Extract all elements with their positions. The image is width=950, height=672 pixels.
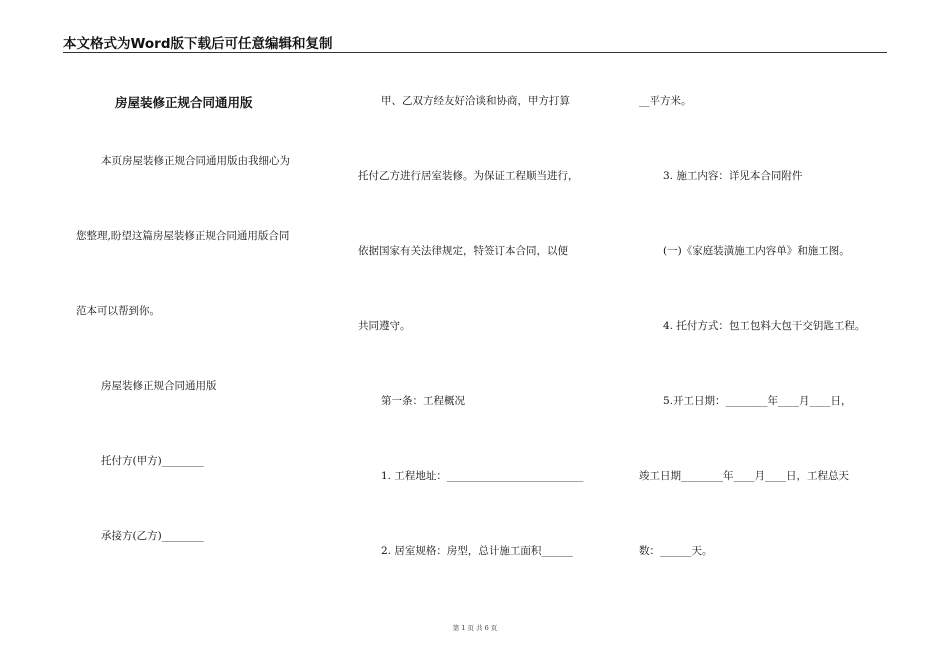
column-3-line-1: __平方米。 — [639, 95, 692, 107]
completion-date-line: 竣工日期________年____月____日，工程总天 — [639, 470, 849, 482]
column-1-party-a: 托付方(甲方)________ — [101, 455, 204, 467]
commission-method-line: 4. 托付方式：包工包料大包干交钥匙工程。 — [663, 320, 866, 332]
section-1-heading: 第一条：工程概况 — [381, 395, 465, 407]
start-date-line: 5.开工日期：________年____月____日， — [663, 395, 852, 407]
column-1-line-1: 本页房屋装修正规合同通用版由我细心为 — [101, 155, 290, 167]
column-2-line-2: 托付乙方进行居室装修。为保证工程顺当进行， — [358, 170, 579, 182]
column-2-line-4: 共同遵守。 — [358, 320, 411, 332]
document-header-title: 本文格式为Word版下载后可任意编辑和复制 — [63, 36, 333, 52]
project-address-line: 1. 工程地址：__________________________ — [381, 470, 584, 482]
column-2-line-1: 甲、乙双方经友好洽谈和协商，甲方打算 — [381, 95, 570, 107]
column-1-line-3: 范本可以帮到你。 — [76, 305, 160, 317]
room-spec-line: 2. 居室规格：房型，总计施工面积______ — [381, 545, 573, 557]
contract-title: 房屋装修正规合同通用版 — [115, 95, 253, 110]
column-1-party-b: 承接方(乙方)________ — [101, 530, 204, 542]
header-divider — [63, 52, 887, 53]
page-indicator: 第 1 页 共 6 页 — [452, 624, 498, 632]
construction-content-line: 3. 施工内容：详见本合同附件 — [663, 170, 803, 182]
attachment-line: (一)《家庭装潢施工内容单》和施工图。 — [663, 245, 850, 257]
column-1-line-4: 房屋装修正规合同通用版 — [101, 380, 217, 392]
column-2-line-3: 依据国家有关法律规定，特签订本合同，以便 — [358, 245, 568, 257]
column-1-line-2: 您整理,盼望这篇房屋装修正规合同通用版合同 — [76, 230, 290, 242]
total-days-line: 数：______天。 — [639, 545, 713, 557]
